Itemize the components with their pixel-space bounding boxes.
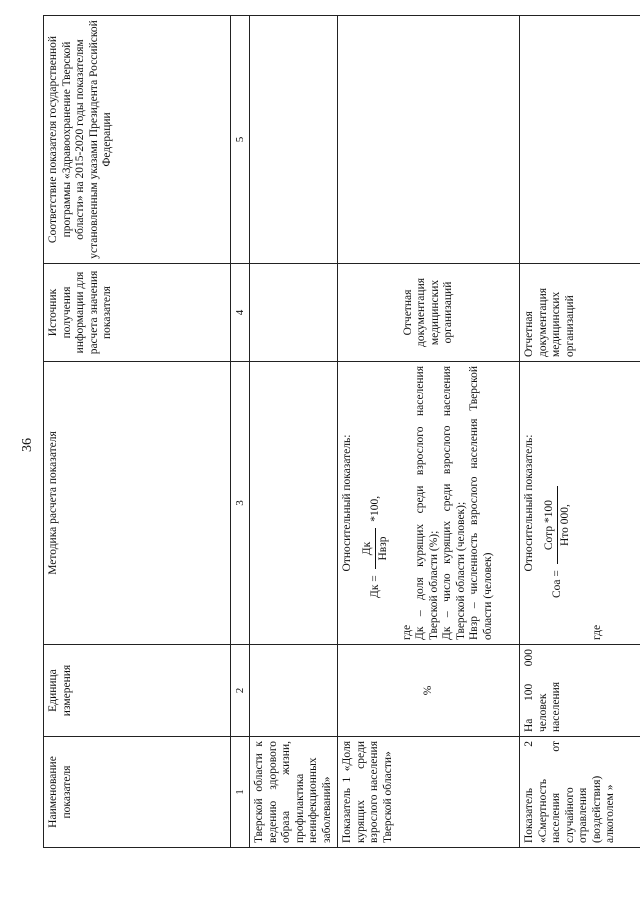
row-continuation-name: Тверской области к ведению здорового образа жизни, профилактика неинфекционных заболеваний» xyxy=(250,737,338,848)
formula-2-numerator: Сотр *100 xyxy=(543,486,559,564)
table-row xyxy=(250,16,338,848)
table-header-row xyxy=(44,16,231,848)
row-continuation-method xyxy=(250,362,338,645)
formula-1-denominator: Нвзр xyxy=(377,536,389,561)
page-number: 36 xyxy=(20,438,35,452)
formula-1-numerator: Дк xyxy=(361,528,377,569)
method-1-definitions xyxy=(401,366,496,640)
indicator-1-unit: % xyxy=(338,645,520,737)
header-compliance: Соответствие показателя государственной программы «Здравоохранение Тверской области» на 2015-2020 годы показателям установленным указами Президента Российской Федерации xyxy=(44,16,231,264)
formula-1 xyxy=(361,366,391,598)
col-number-4: 4 xyxy=(231,264,250,362)
indicator-1-name: Показатель 1 «Доля курящих среди взрослого населения Тверской области» xyxy=(338,737,520,848)
formula-2-denominator: Нто 000, xyxy=(559,504,571,547)
indicators-table xyxy=(43,15,640,848)
row-continuation-source xyxy=(250,264,338,362)
indicator-2-method xyxy=(520,362,640,645)
indicator-2-name: Показатель 2 «Смертность населения от случайного отравления (воздействия) алкоголем » xyxy=(520,737,640,848)
header-method: Методика расчета показателя xyxy=(44,362,231,645)
method-1-def-2: Дк – число курящих среди взрослого населения Тверской области (человек); xyxy=(441,366,467,640)
row-continuation-compliance xyxy=(250,16,338,264)
row-continuation-unit xyxy=(250,645,338,737)
method-1-where: где xyxy=(400,624,413,640)
table-row xyxy=(338,16,520,848)
indicator-2-source: Отчетная документация медицинских организаций xyxy=(520,264,640,362)
formula-2-lhs: Соа = xyxy=(550,570,563,598)
header-indicator-name: Наименование показателя xyxy=(44,737,231,848)
header-source: Источник получения информации для расчета значения показателя xyxy=(44,264,231,362)
col-number-2: 2 xyxy=(231,645,250,737)
header-unit: Единица измерения xyxy=(44,645,231,737)
method-2-title: Относительный показатель: xyxy=(523,434,535,572)
formula-2-fraction xyxy=(543,486,573,564)
indicator-1-source: Отчетная документация медицинских организаций xyxy=(338,264,520,362)
method-1-def-1: Дк – доля курящих среди взрослого населения Тверской области (%); xyxy=(414,366,440,640)
col-number-3: 3 xyxy=(231,362,250,645)
indicator-2-compliance xyxy=(520,16,640,264)
method-1-title: Относительный показатель: xyxy=(341,434,353,572)
indicator-1-compliance xyxy=(338,16,520,264)
method-2-where: где xyxy=(590,624,603,640)
method-1-def-3: Нвзр – численность взрослого населения Тверской области (человек) xyxy=(468,366,494,640)
rotated-landscape-page xyxy=(0,10,640,880)
col-number-5: 5 xyxy=(231,16,250,264)
formula-1-lhs: Дк = xyxy=(368,575,381,598)
indicator-1-method xyxy=(338,362,520,645)
formula-1-fraction xyxy=(361,528,391,569)
column-numbers-row xyxy=(231,16,250,848)
col-number-1: 1 xyxy=(231,737,250,848)
formula-1-rhs: *100, xyxy=(368,495,381,522)
formula-2 xyxy=(543,366,573,598)
indicator-2-unit: На 100 000 человек населения xyxy=(520,645,640,737)
table-row xyxy=(520,16,640,848)
